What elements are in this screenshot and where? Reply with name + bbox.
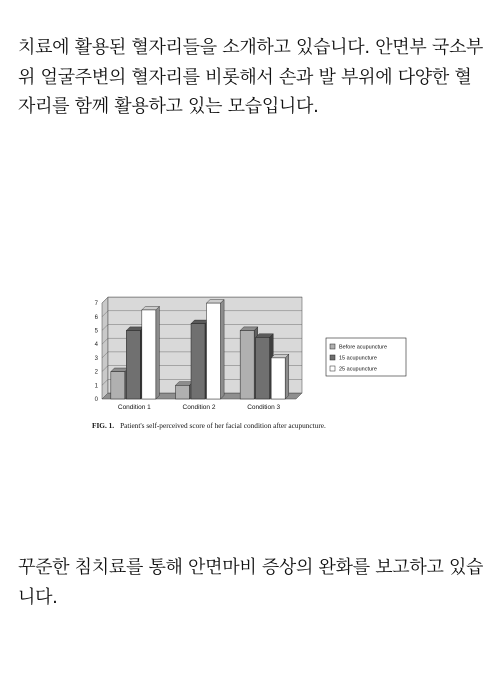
bar-side [156,306,160,399]
legend-label: Before acupuncture [339,344,388,351]
bar-side [285,354,289,399]
bar [111,372,125,399]
chart-side-wall [102,297,108,399]
bar [207,303,221,399]
y-tick-label: 7 [94,301,98,308]
legend-label: 15 acupuncture [339,355,377,362]
bar [176,385,190,399]
bar [191,324,205,399]
conclusion-paragraph: 꾸준한 침치료를 통해 안면마비 증상의 완화를 보고하고 있습니다. [18,557,484,608]
y-tick-label: 2 [94,369,98,376]
figure-caption [92,421,422,430]
bar-chart [88,293,418,423]
figure-caption-text: Patient's self-perceived score of her facial condition after acupuncture. [120,421,326,430]
bar-side [221,300,225,400]
bar [142,310,156,399]
y-tick-label: 6 [94,314,98,321]
bar [256,337,270,399]
bar [240,331,254,400]
y-tick-label: 5 [94,328,98,335]
intro-paragraph: 치료에 활용된 혈자리들을 소개하고 있습니다. 안면부 국소부위 얼굴주변의 혈자리를 비롯해서 손과 발 부위에 다양한 혈자리를 함께 활용하고 있는 모습입니다. [18,37,484,117]
x-category-label: Condition 1 [117,404,151,411]
legend-swatch [330,344,335,349]
bar [271,358,285,399]
legend-label: 25 acupuncture [339,366,377,373]
x-category-label: Condition 3 [247,404,281,411]
bar [126,331,140,400]
y-tick-label: 1 [94,383,98,390]
y-tick-label: 3 [94,355,98,362]
y-tick-label: 4 [94,342,98,349]
legend-swatch [330,355,335,360]
legend-swatch [330,366,335,371]
x-category-label: Condition 2 [182,404,216,411]
figure-caption-label: FIG. 1. [92,421,115,430]
y-tick-label: 0 [94,397,98,403]
